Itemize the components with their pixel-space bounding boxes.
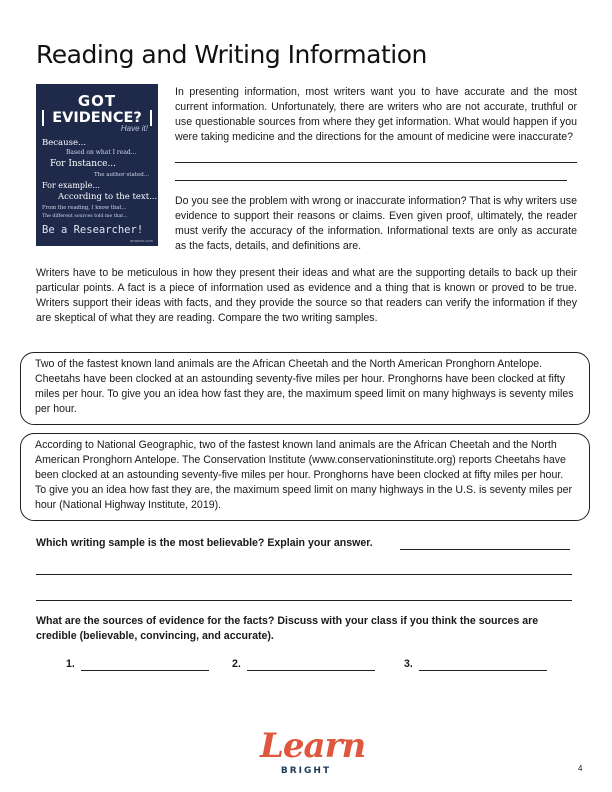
- answer-1: [66, 657, 209, 671]
- answer-line[interactable]: [175, 180, 567, 181]
- page-title: Reading and Writing Information: [36, 40, 427, 69]
- poster-line: According to the text...: [58, 192, 158, 202]
- answer-3-label: 3.: [404, 658, 413, 670]
- problem-paragraph: Do you see the problem with wrong or inaccurate information? That is why writers use evidence to support their reasons or claims. Even given proof, ultimately, the reader must verify the accuracy of the information. Informational texts are only as accurate as the facts, details, and definitions are.: [175, 195, 577, 252]
- answer-1-label: 1.: [66, 658, 75, 670]
- poster-line: The different sources told me that...: [42, 214, 128, 219]
- answer-2: [232, 657, 375, 671]
- intro-paragraph: In presenting information, most writers want you to have accurate and the most current information. Unfortunately, there are writers who are not accurate, truthful or use questionable sources from where they get information. What would happen if you were taking medicine and the directions for the amount of medicine were inaccurate?: [175, 86, 577, 143]
- question-believable: [36, 536, 373, 551]
- writing-sample-two: According to National Geographic, two of the fastest known land animals are the African Cheetah and the North American Pronghorn Antelope. The Conservation Institute (www.conservationinstitute.org) reports Cheetahs have been clocked at an astounding seventy-five miles per hour. Pronghorns have been clocked at fifty miles per hour. To give you an idea how fast they are, the maximum speed limit on many highways in the U.S. is seventy miles per hour (National Highway Institute, 2019).: [20, 433, 590, 521]
- poster-line: Based on what I read...: [66, 149, 137, 156]
- answer-1-blank[interactable]: [81, 658, 209, 671]
- answer-line[interactable]: [175, 162, 577, 163]
- page-number: 4: [578, 764, 583, 773]
- poster-be-researcher: Be a Researcher!: [42, 224, 144, 236]
- poster-evidence: EVIDENCE?: [42, 110, 152, 126]
- learn-bright-logo: Learn: [260, 726, 366, 766]
- poster-got: GOT: [77, 92, 117, 110]
- answer-3: [404, 657, 547, 671]
- writing-sample-one: Two of the fastest known land animals are the African Cheetah and the North American Pronghorn Antelope. Cheetahs have been clocked at an astounding seventy-five miles per hour. Pronghorns have been clocked at fifty miles per hour. To give you an idea how fast they are, the maximum speed limit on many highways is seventy miles per hour.: [20, 352, 590, 425]
- answer-line[interactable]: [400, 549, 570, 550]
- answer-line[interactable]: [36, 600, 572, 601]
- answer-3-blank[interactable]: [419, 658, 547, 671]
- got-evidence-poster: [36, 84, 158, 246]
- poster-line: For Instance...: [50, 159, 117, 169]
- meticulous-paragraph: Writers have to be meticulous in how they present their ideas and what are the supporting details to back up their particular points. A fact is a piece of information used as evidence and a thing that is known or proved to be true. Writers support their ideas with facts, and they provide the source so that readers can verify the information if they are skeptical of what they are reading. Compare the two writing samples.: [36, 267, 577, 324]
- answer-2-blank[interactable]: [247, 658, 375, 671]
- answer-2-label: 2.: [232, 658, 241, 670]
- question-sources: What are the sources of evidence for the facts? Discuss with your class if you think the sources are credible (believable, convincing, and accurate).: [36, 615, 539, 642]
- question-believable-text: Which writing sample is the most believable? Explain your answer.: [36, 537, 373, 549]
- answer-line[interactable]: [36, 574, 572, 575]
- poster-line: The author stated...: [94, 172, 150, 178]
- learn-bright-logo-subtext: BRIGHT: [280, 766, 332, 776]
- poster-line: Because...: [42, 138, 87, 148]
- poster-line: For example...: [42, 181, 100, 190]
- poster-credit: amazon.com: [130, 238, 153, 243]
- poster-line: From the reading, I know that...: [42, 205, 127, 211]
- poster-have-it: Have it!: [120, 124, 148, 133]
